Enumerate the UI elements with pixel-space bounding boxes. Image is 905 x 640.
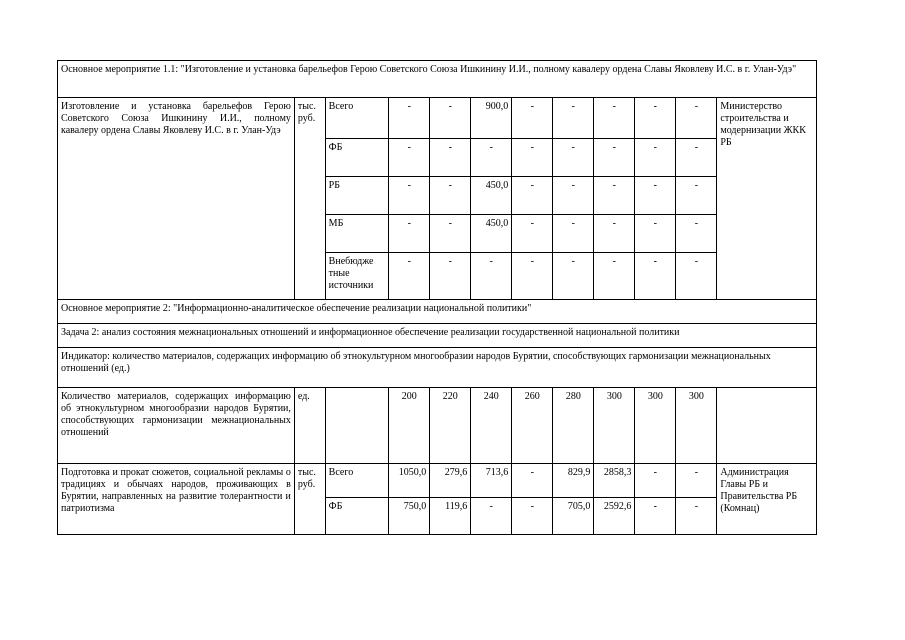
value-cell: - (471, 498, 512, 535)
section-indicator: Индикатор: количество материалов, содержащих информацию об этнокультурном многообразии народов Бурятии, способствующих гармонизации межнациональных отношений (ед.) (58, 348, 817, 388)
value-cell: 260 (512, 388, 553, 464)
value-cell: - (389, 253, 430, 300)
value-cell: - (594, 253, 635, 300)
value-cell: - (553, 215, 594, 253)
table-row (58, 324, 817, 348)
value-cell: - (594, 98, 635, 139)
funding-source: Всего (325, 464, 389, 498)
value-cell: 300 (635, 388, 676, 464)
value-cell: - (594, 215, 635, 253)
value-cell: - (676, 498, 717, 535)
executor-cell (717, 388, 817, 464)
value-cell: - (389, 215, 430, 253)
table-row (58, 464, 817, 498)
table-row (58, 98, 817, 139)
value-cell: 279,6 (430, 464, 471, 498)
indicator-name: Количество материалов, содержащих информацию об этнокультурном многообразии народов Бурятии, способствующих гармонизации межнациональных отношений (58, 388, 295, 464)
value-cell: 705,0 (553, 498, 594, 535)
value-cell: - (676, 139, 717, 177)
value-cell: 750,0 (389, 498, 430, 535)
value-cell: - (389, 98, 430, 139)
value-cell: 1050,0 (389, 464, 430, 498)
value-cell: - (389, 177, 430, 215)
value-cell: - (676, 215, 717, 253)
funding-source: ФБ (325, 498, 389, 535)
section-measure-2: Основное мероприятие 2: "Информационно-аналитическое обеспечение реализации национальной политики" (58, 300, 817, 324)
value-cell: 2858,3 (594, 464, 635, 498)
value-cell: - (512, 215, 553, 253)
unit-cell: тыс. руб. (294, 464, 325, 535)
value-cell: 2592,6 (594, 498, 635, 535)
funding-source: МБ (325, 215, 389, 253)
value-cell: - (512, 98, 553, 139)
value-cell: - (676, 98, 717, 139)
value-cell: 450,0 (471, 215, 512, 253)
value-cell: - (471, 253, 512, 300)
value-cell: 300 (594, 388, 635, 464)
value-cell: 450,0 (471, 177, 512, 215)
table-body (58, 61, 817, 535)
executor-cell: Министерство строительства и модернизации ЖКК РБ (717, 98, 817, 300)
value-cell: - (594, 177, 635, 215)
value-cell: - (553, 139, 594, 177)
value-cell: - (635, 98, 676, 139)
value-cell: - (512, 498, 553, 535)
value-cell: 200 (389, 388, 430, 464)
funding-source (325, 388, 389, 464)
table-row (58, 348, 817, 388)
value-cell: - (553, 253, 594, 300)
activity-name: Подготовка и прокат сюжетов, социальной рекламы о традициях и обычаях народов, проживающих в Бурятии, направленных на развитие толерантности и патриотизма (58, 464, 295, 535)
unit-cell: ед. (294, 388, 325, 464)
value-cell: - (471, 139, 512, 177)
funding-source: Внебюдже тные источники (325, 253, 389, 300)
value-cell: - (676, 253, 717, 300)
value-cell: - (512, 139, 553, 177)
executor-cell: Администрация Главы РБ и Правительства РБ (Комнац) (717, 464, 817, 535)
value-cell: - (430, 215, 471, 253)
value-cell: - (553, 98, 594, 139)
table-row (58, 61, 817, 98)
value-cell: - (512, 253, 553, 300)
value-cell: 829,9 (553, 464, 594, 498)
funding-source: ФБ (325, 139, 389, 177)
value-cell: - (635, 139, 676, 177)
section-task-2: Задача 2: анализ состояния межнациональных отношений и информационное обеспечение реализации государственной национальной политики (58, 324, 817, 348)
program-table (57, 60, 817, 535)
table-row (58, 388, 817, 464)
value-cell: - (430, 253, 471, 300)
value-cell: - (512, 464, 553, 498)
value-cell: - (553, 177, 594, 215)
value-cell: - (430, 139, 471, 177)
value-cell: 280 (553, 388, 594, 464)
value-cell: - (512, 177, 553, 215)
funding-source: Всего (325, 98, 389, 139)
section-measure-1-1: Основное мероприятие 1.1: "Изготовление и установка барельефов Герою Советского Союза Ишкинину И.И., полному кавалеру ордена Славы Яковлеву И.С. в г. Улан-Удэ" (58, 61, 817, 98)
value-cell: - (430, 177, 471, 215)
value-cell: - (676, 464, 717, 498)
value-cell: - (389, 139, 430, 177)
value-cell: 119,6 (430, 498, 471, 535)
value-cell: - (635, 498, 676, 535)
value-cell: - (635, 215, 676, 253)
value-cell: - (676, 177, 717, 215)
value-cell: 900,0 (471, 98, 512, 139)
activity-name: Изготовление и установка барельефов Герою Советского Союза Ишкинину И.И., полному кавалеру ордена Славы Яковлеву И.С. в г. Улан-Удэ (58, 98, 295, 300)
table-row (58, 300, 817, 324)
unit-cell: тыс. руб. (294, 98, 325, 300)
value-cell: - (430, 98, 471, 139)
funding-source: РБ (325, 177, 389, 215)
value-cell: 240 (471, 388, 512, 464)
value-cell: 300 (676, 388, 717, 464)
value-cell: - (594, 139, 635, 177)
value-cell: - (635, 177, 676, 215)
value-cell: 220 (430, 388, 471, 464)
value-cell: 713,6 (471, 464, 512, 498)
value-cell: - (635, 253, 676, 300)
value-cell: - (635, 464, 676, 498)
